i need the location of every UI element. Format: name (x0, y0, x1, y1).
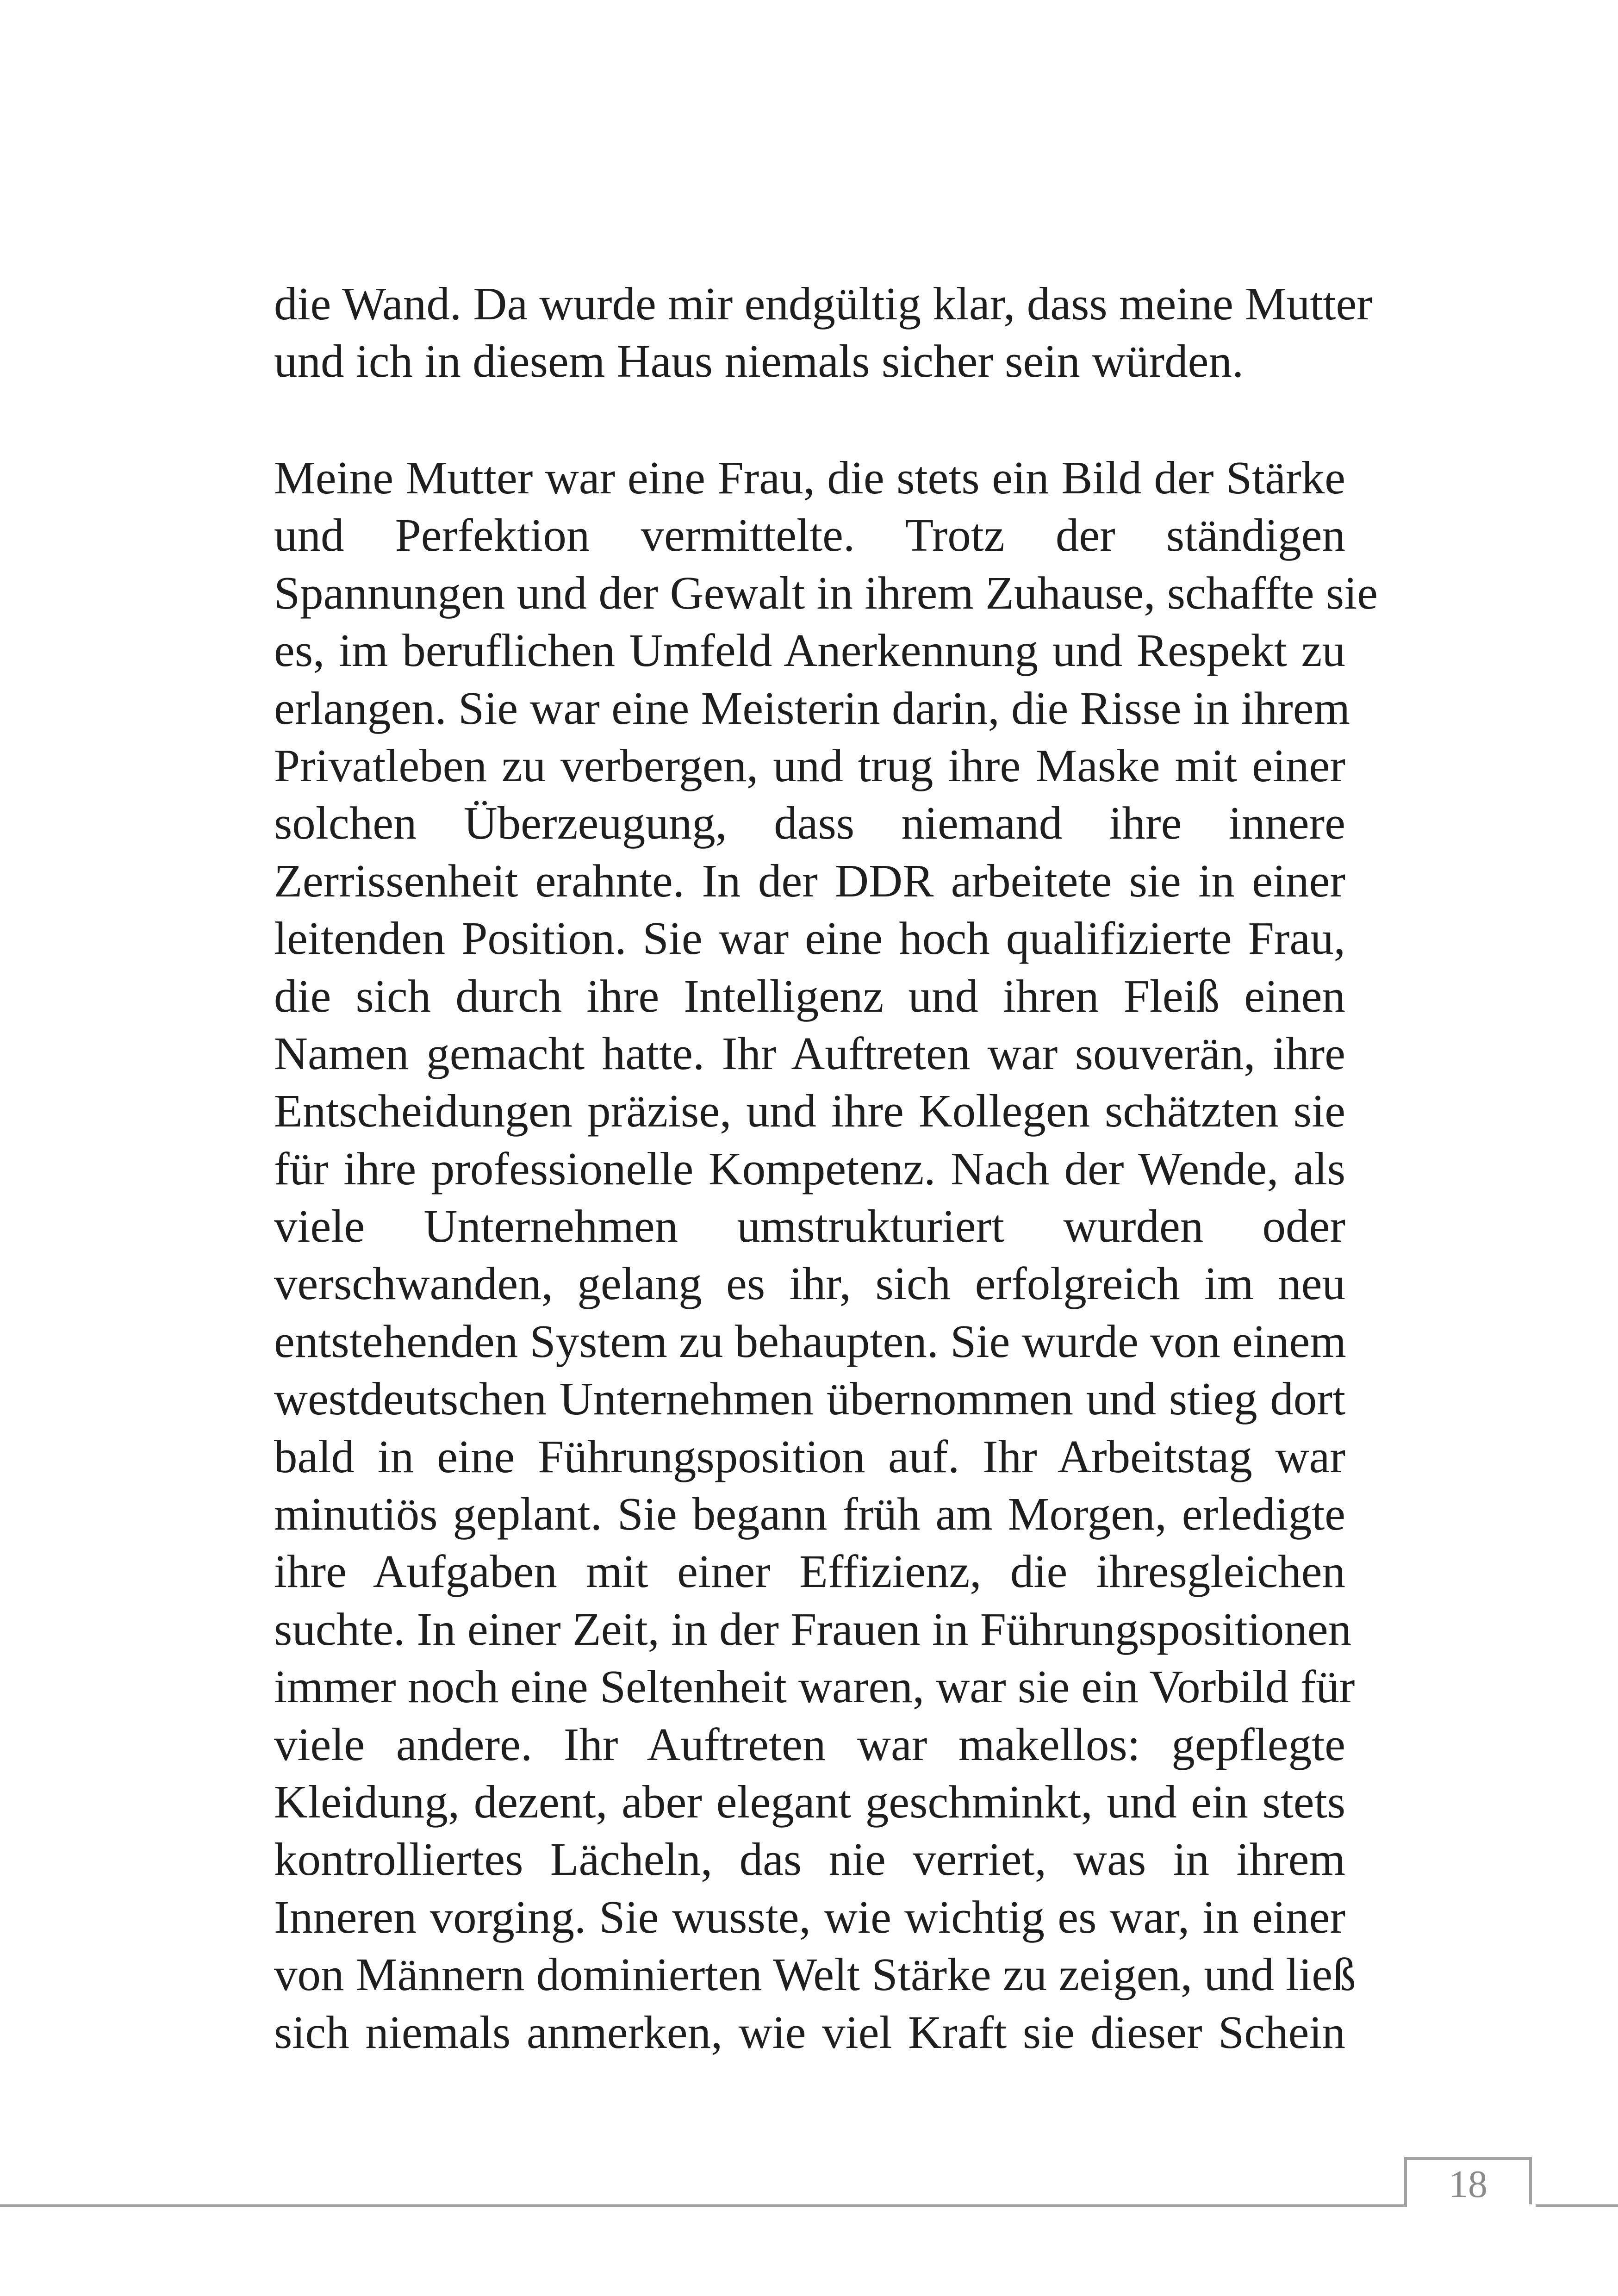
text-line: Namen gemacht hatte. Ihr Auftreten war souverän, ihre (274, 1027, 1345, 1079)
text-line: viele Unternehmen umstrukturiert wurden oder (274, 1200, 1345, 1252)
page-number: 18 (1449, 2162, 1487, 2206)
text-line: suchte. In einer Zeit, in der Frauen in Führungspositionen (274, 1603, 1352, 1655)
footer-rule-left (0, 2204, 1407, 2207)
text-line: erlangen. Sie war eine Meisterin darin, die Risse in ihrem (274, 682, 1350, 734)
text-line: minutiös geplant. Sie begann früh am Morgen, erledigte (274, 1488, 1345, 1540)
paragraph-1 (274, 275, 1372, 390)
text-line: Entscheidungen präzise, und ihre Kollegen schätzten sie (274, 1085, 1345, 1137)
paragraph-2 (274, 449, 1378, 2061)
text-line: leitenden Position. Sie war eine hoch qualifizierte Frau, (274, 912, 1345, 964)
text-line: entstehenden System zu behaupten. Sie wurde von einem (274, 1315, 1346, 1367)
text-line: verschwanden, gelang es ihr, sich erfolgreich im neu (274, 1257, 1345, 1310)
text-line: von Männern dominierten Welt Stärke zu zeigen, und ließ (274, 1948, 1356, 2001)
text-line: Meine Mutter war eine Frau, die stets ein Bild der Stärke (274, 452, 1345, 504)
text-line: sich niemals anmerken, wie viel Kraft sie dieser Schein (274, 2006, 1345, 2058)
text-line: solchen Überzeugung, dass niemand ihre innere (274, 797, 1345, 849)
text-line: und Perfektion vermittelte. Trotz der ständigen (274, 509, 1345, 561)
text-line: und ich in diesem Haus niemals sicher sein würden. (274, 335, 1244, 387)
footer-rule-right (1536, 2204, 1618, 2207)
text-line: bald in eine Führungsposition auf. Ihr Arbeitstag war (274, 1430, 1345, 1482)
text-line: Privatleben zu verbergen, und trug ihre Maske mit einer (274, 739, 1345, 791)
text-line: es, im beruflichen Umfeld Anerkennung und Respekt zu (274, 624, 1345, 677)
text-line: immer noch eine Seltenheit waren, war sie ein Vorbild für (274, 1661, 1355, 1713)
text-line: die sich durch ihre Intelligenz und ihren Fleiß einen (274, 970, 1345, 1022)
text-line: für ihre professionelle Kompetenz. Nach der Wende, als (274, 1142, 1345, 1195)
text-line: die Wand. Da wurde mir endgültig klar, dass meine Mutter (274, 278, 1372, 330)
text-line: Spannungen und der Gewalt in ihrem Zuhause, schaffte sie (274, 566, 1378, 619)
text-line: ihre Aufgaben mit einer Effizienz, die ihresgleichen (274, 1545, 1345, 1598)
text-line: Inneren vorging. Sie wusste, wie wichtig es war, in einer (274, 1891, 1345, 1943)
text-line: Zerrissenheit erahnte. In der DDR arbeitete sie in einer (274, 854, 1345, 907)
text-line: westdeutschen Unternehmen übernommen und stieg dort (274, 1373, 1345, 1425)
page-number-box (1404, 2157, 1532, 2204)
text-line: viele andere. Ihr Auftreten war makellos: gepflegte (274, 1718, 1345, 1770)
text-line: Kleidung, dezent, aber elegant geschminkt, und ein stets (274, 1775, 1345, 1828)
text-line: kontrolliertes Lächeln, das nie verriet, was in ihrem (274, 1833, 1345, 1885)
